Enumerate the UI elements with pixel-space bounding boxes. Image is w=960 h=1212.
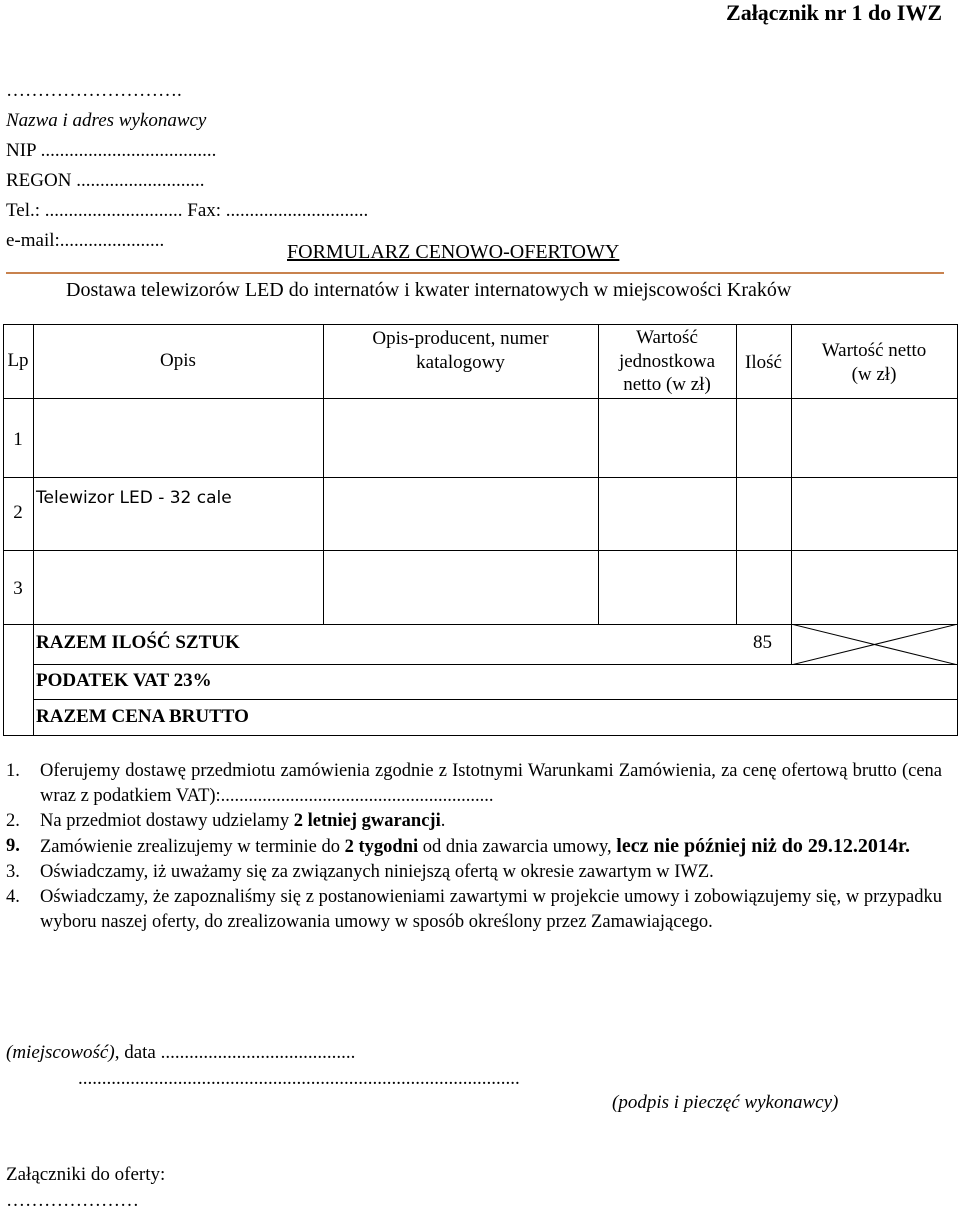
regon-field: REGON ........................... bbox=[6, 170, 205, 191]
header-lp: Lp bbox=[7, 350, 29, 371]
email-field: e-mail:...................... bbox=[6, 230, 165, 251]
declaration-item: 2. Na przedmiot dostawy udzielamy 2 letniej gwarancji. bbox=[6, 811, 446, 831]
row-2-lp: 2 bbox=[13, 502, 23, 523]
header-unit-value: Wartość jednostkowa netto (w zł) bbox=[618, 327, 716, 395]
attachments-dots: ………………… bbox=[6, 1190, 139, 1211]
signature-dots: ............................................................................................. bbox=[78, 1068, 520, 1089]
attachment-title: Załącznik nr 1 do IWZ bbox=[726, 0, 942, 25]
contractor-name-label: Nazwa i adres wykonawcy bbox=[6, 110, 207, 131]
signature-label: (podpis i pieczęć wykonawcy) bbox=[612, 1092, 839, 1113]
contractor-block bbox=[6, 76, 368, 256]
header-producer: Opis-producent, numer katalogowy bbox=[372, 328, 549, 373]
header-qty: Ilość bbox=[745, 352, 782, 373]
nip-field: NIP ..................................... bbox=[6, 140, 217, 161]
row-1-lp: 1 bbox=[13, 429, 23, 450]
form-subtitle: Dostawa telewizorów LED do internatów i kwater internatowych w miejscowości Kraków bbox=[66, 279, 792, 301]
header-opis: Opis bbox=[160, 350, 196, 371]
contractor-name-dots: ………………………. bbox=[6, 80, 182, 101]
declaration-item: 4. Oświadczamy, że zapoznaliśmy się z postanowieniami zawartymi w projekcie umowy i zobowiązujemy się, w przypadku wyboru naszej oferty, do zrealizowania umowy w sposób określony przez Zamawiającego. bbox=[6, 887, 942, 932]
attachments-label: Załączniki do oferty: bbox=[6, 1164, 166, 1185]
declaration-item: 3. Oświadczamy, iż uważamy się za związanych niniejszą ofertą w okresie zawartym w IWZ. bbox=[6, 862, 714, 882]
title-divider bbox=[6, 272, 944, 274]
crossed-cell bbox=[791, 624, 958, 665]
row-2-description: Telewizor LED - 32 cale bbox=[36, 488, 232, 508]
tel-fax-field: Tel.: ............................. Fax: .............................. bbox=[6, 200, 369, 221]
total-qty-value: 85 bbox=[753, 632, 772, 653]
form-title: FORMULARZ CENOWO-OFERTOWY bbox=[287, 241, 620, 263]
declaration-item: 9. Zamówienie zrealizujemy w terminie do 2 tygodni od dnia zawarcia umowy, lecz nie później niż do 29.12.2014r. bbox=[6, 835, 910, 857]
declaration-item: 1. Oferujemy dostawę przedmiotu zamówienia zgodnie z Istotnymi Warunkami Zamówienia, za cenę ofertową brutto (cena wraz z podatkiem VAT):........................................................... bbox=[6, 761, 942, 806]
vat-label: PODATEK VAT 23% bbox=[36, 670, 212, 691]
row-3-lp: 3 bbox=[13, 578, 23, 599]
header-net-value: Wartość netto (w zł) bbox=[821, 340, 927, 385]
place-date-line: (miejscowość), data ......................................... bbox=[6, 1042, 356, 1063]
gross-total-label: RAZEM CENA BRUTTO bbox=[36, 706, 249, 727]
declarations-list bbox=[6, 759, 942, 935]
total-qty-label: RAZEM ILOŚĆ SZTUK bbox=[36, 632, 240, 653]
